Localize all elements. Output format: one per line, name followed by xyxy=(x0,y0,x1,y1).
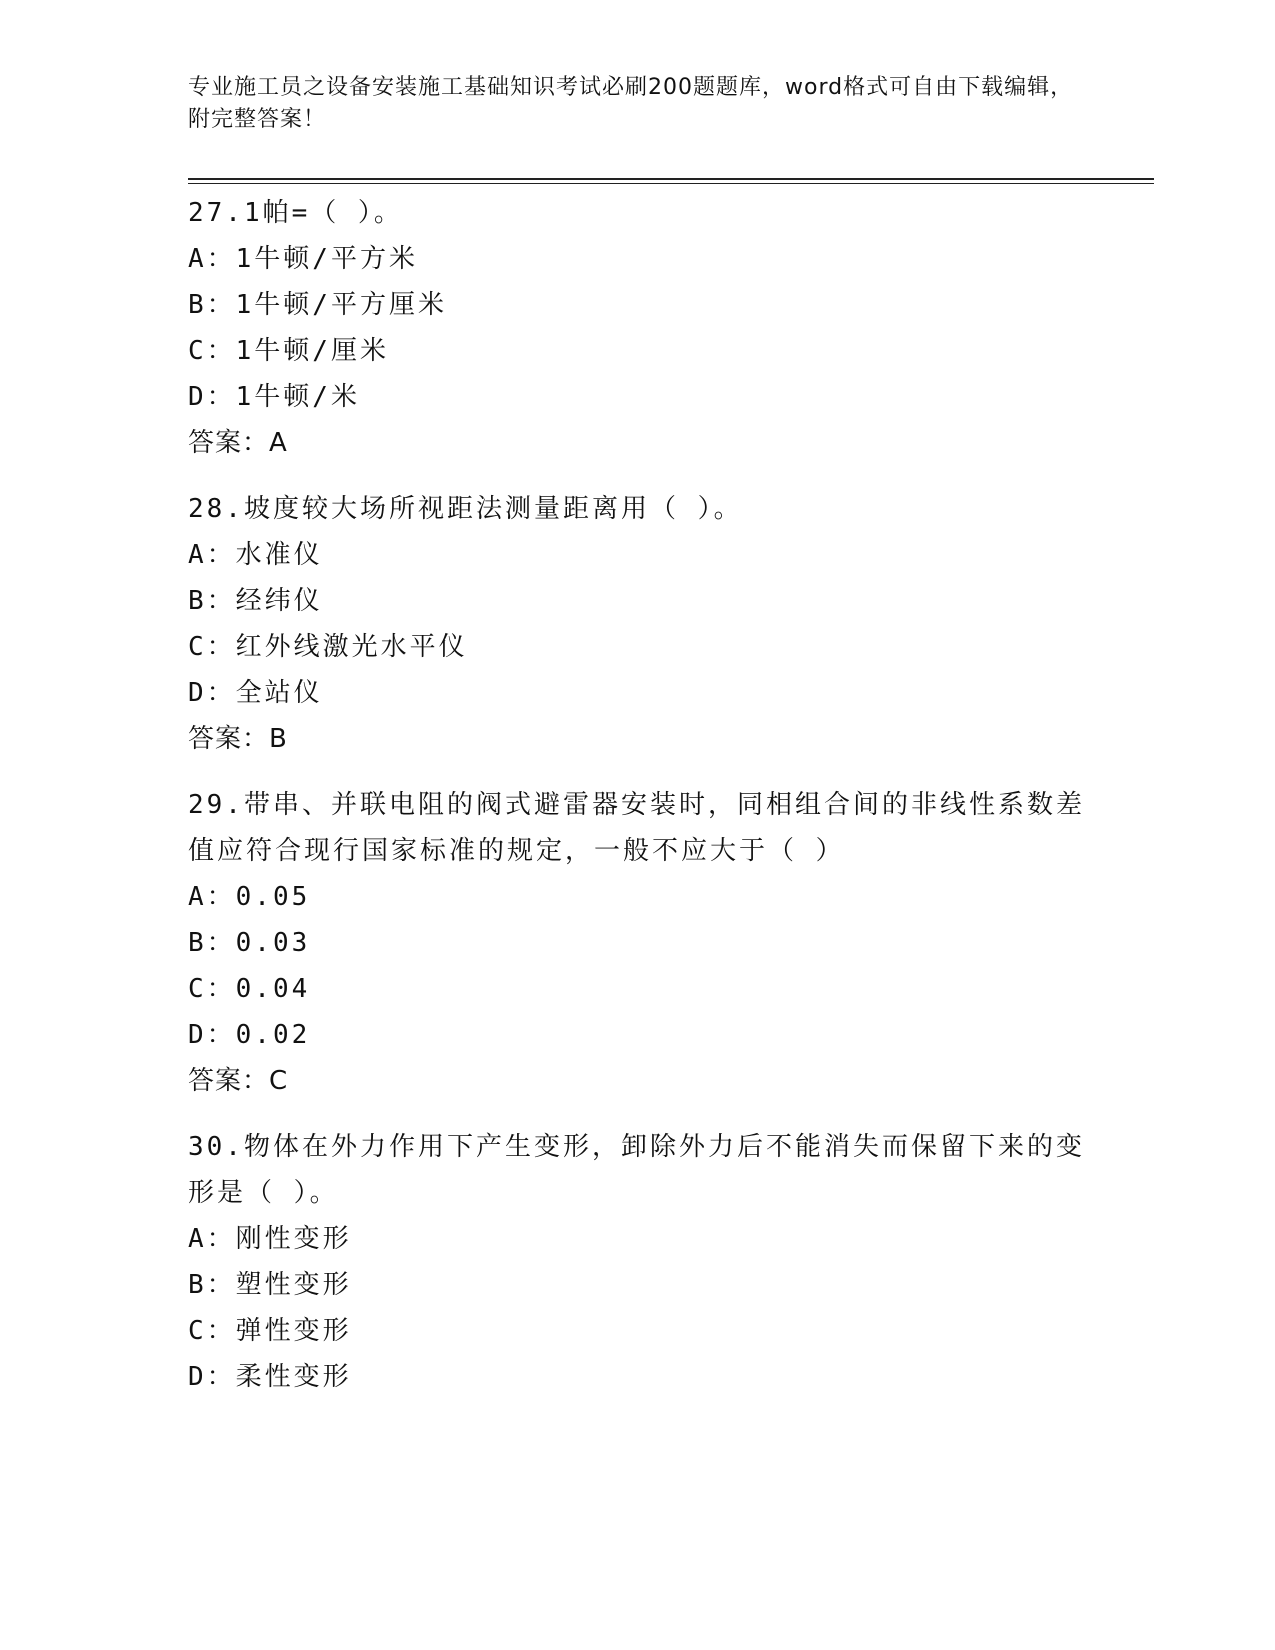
answer-label: 答案：A xyxy=(188,428,288,458)
option-c: C：0.04 xyxy=(188,974,311,1004)
option-d: D：柔性变形 xyxy=(188,1362,352,1392)
document-header: 专业施工员之设备安装施工基础知识考试必刷200题题库，word格式可自由下载编辑，附完整答案！ xyxy=(188,75,1074,132)
header-divider-top xyxy=(188,178,1154,180)
option-b: B：塑性变形 xyxy=(188,1270,352,1300)
option-d: D：0.02 xyxy=(188,1020,311,1050)
option-a: A：1牛顿/平方米 xyxy=(188,244,418,274)
question-text: 30.物体在外力作用下产生变形，卸除外力后不能消失而保留下来的变形是（ ）。 xyxy=(188,1132,1085,1208)
option-c: C：红外线激光水平仪 xyxy=(188,632,468,662)
question-30 xyxy=(188,1124,1088,1400)
question-29 xyxy=(188,782,1088,1104)
question-list xyxy=(188,190,1088,1420)
option-c: C：弹性变形 xyxy=(188,1316,352,1346)
option-b: B：1牛顿/平方厘米 xyxy=(188,290,447,320)
option-a: A：刚性变形 xyxy=(188,1224,352,1254)
question-text: 28.坡度较大场所视距法测量距离用（ ）。 xyxy=(188,494,743,524)
question-28 xyxy=(188,486,1088,762)
option-b: B：0.03 xyxy=(188,928,311,958)
answer-label: 答案：B xyxy=(188,724,288,754)
question-text: 27.1帕=（ ）。 xyxy=(188,198,403,228)
question-27 xyxy=(188,190,1088,466)
question-text: 29.带串、并联电阻的阀式避雷器安装时，同相组合间的非线性系数差值应符合现行国家标准的规定，一般不应大于（ ） xyxy=(188,790,1085,866)
answer-label: 答案：C xyxy=(188,1066,289,1096)
option-a: A：0.05 xyxy=(188,882,311,912)
option-a: A：水准仪 xyxy=(188,540,323,570)
header-divider-bottom xyxy=(188,183,1154,184)
option-d: D：1牛顿/米 xyxy=(188,382,360,412)
option-c: C：1牛顿/厘米 xyxy=(188,336,389,366)
option-b: B：经纬仪 xyxy=(188,586,323,616)
option-d: D：全站仪 xyxy=(188,678,323,708)
